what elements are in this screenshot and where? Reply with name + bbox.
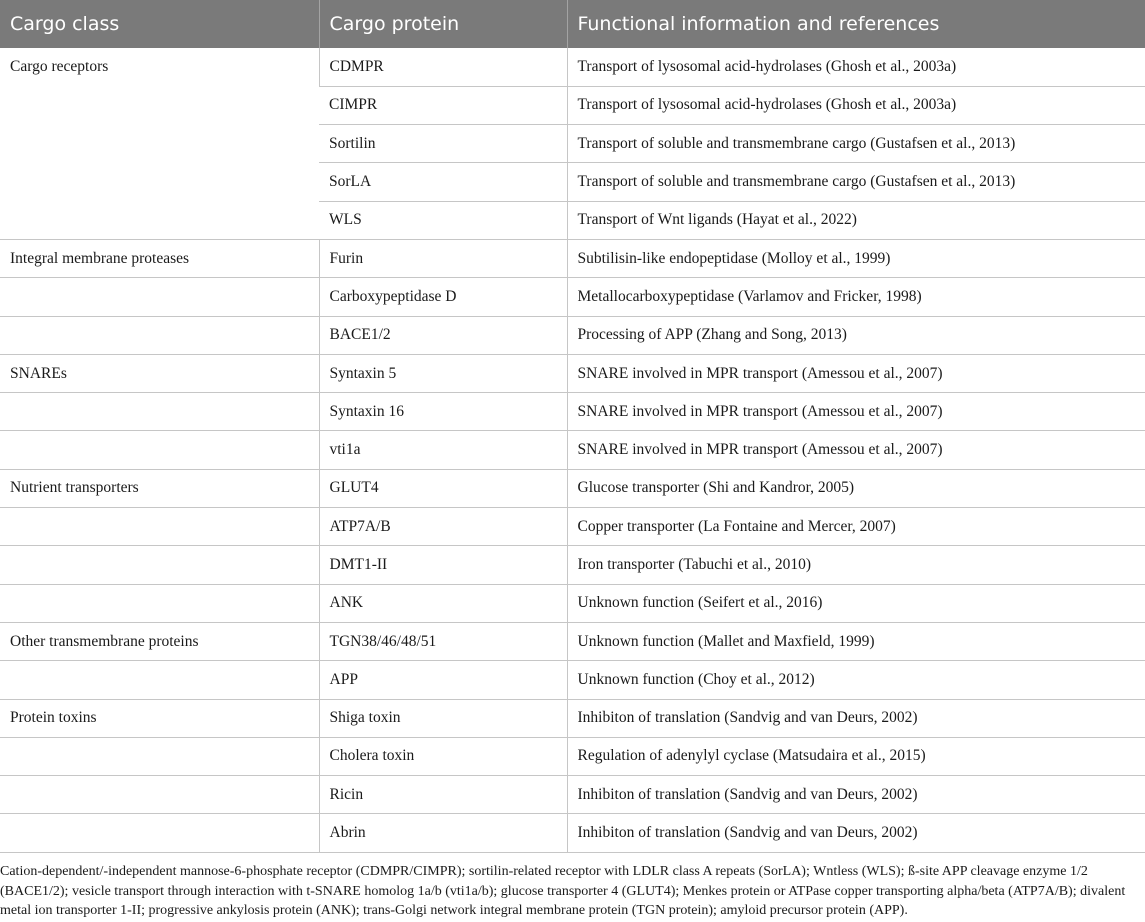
- functional-info-cell: Inhibiton of translation (Sandvig and van Deurs, 2002): [567, 814, 1145, 852]
- functional-info-cell: Transport of soluble and transmembrane cargo (Gustafsen et al., 2013): [567, 125, 1145, 163]
- cargo-class-cell: Cargo receptors: [0, 48, 319, 239]
- table-row: [0, 584, 1145, 622]
- functional-info-cell: SNARE involved in MPR transport (Amessou et al., 2007): [567, 393, 1145, 431]
- table-row: [0, 431, 1145, 469]
- cargo-protein-cell: WLS: [319, 201, 567, 239]
- cargo-protein-cell: Shiga toxin: [319, 699, 567, 737]
- cargo-protein-cell: Abrin: [319, 814, 567, 852]
- cargo-protein-cell: APP: [319, 661, 567, 699]
- cargo-protein-cell: vti1a: [319, 431, 567, 469]
- functional-info-cell: Transport of lysosomal acid-hydrolases (Ghosh et al., 2003a): [567, 86, 1145, 124]
- functional-info-cell: Unknown function (Choy et al., 2012): [567, 661, 1145, 699]
- table-row: [0, 546, 1145, 584]
- table-row: [0, 48, 1145, 86]
- cargo-class-cell: Nutrient transporters: [0, 469, 319, 507]
- functional-info-cell: SNARE involved in MPR transport (Amessou et al., 2007): [567, 431, 1145, 469]
- cargo-protein-cell: Furin: [319, 239, 567, 277]
- table-row: [0, 278, 1145, 316]
- functional-info-cell: Iron transporter (Tabuchi et al., 2010): [567, 546, 1145, 584]
- cargo-protein-cell: Ricin: [319, 776, 567, 814]
- functional-info-cell: Unknown function (Seifert et al., 2016): [567, 584, 1145, 622]
- column-header-functional-info: Functional information and references: [567, 0, 1145, 48]
- cargo-class-cell: [0, 431, 319, 469]
- cargo-class-cell: Protein toxins: [0, 699, 319, 737]
- table-row: [0, 469, 1145, 507]
- cargo-protein-cell: CDMPR: [319, 48, 567, 86]
- cargo-protein-cell: TGN38/46/48/51: [319, 622, 567, 660]
- table-row: [0, 699, 1145, 737]
- functional-info-cell: Inhibiton of translation (Sandvig and van Deurs, 2002): [567, 776, 1145, 814]
- table-row: [0, 239, 1145, 277]
- cargo-protein-cell: GLUT4: [319, 469, 567, 507]
- cargo-class-cell: [0, 661, 319, 699]
- cargo-protein-cell: BACE1/2: [319, 316, 567, 354]
- cargo-protein-cell: DMT1-II: [319, 546, 567, 584]
- functional-info-cell: Transport of Wnt ligands (Hayat et al., 2022): [567, 201, 1145, 239]
- cargo-protein-cell: ATP7A/B: [319, 508, 567, 546]
- functional-info-cell: Regulation of adenylyl cyclase (Matsudaira et al., 2015): [567, 737, 1145, 775]
- cargo-protein-cell: CIMPR: [319, 86, 567, 124]
- cargo-protein-cell: Cholera toxin: [319, 737, 567, 775]
- cargo-protein-cell: SorLA: [319, 163, 567, 201]
- functional-info-cell: Processing of APP (Zhang and Song, 2013): [567, 316, 1145, 354]
- functional-info-cell: Subtilisin-like endopeptidase (Molloy et al., 1999): [567, 239, 1145, 277]
- table-header: [0, 0, 1145, 48]
- cargo-class-cell: Integral membrane proteases: [0, 239, 319, 277]
- cargo-class-cell: SNAREs: [0, 354, 319, 392]
- cargo-protein-cell: Sortilin: [319, 125, 567, 163]
- cargo-protein-cell: ANK: [319, 584, 567, 622]
- table-body: [0, 48, 1145, 852]
- cargo-protein-cell: Carboxypeptidase D: [319, 278, 567, 316]
- table-row: [0, 776, 1145, 814]
- functional-info-cell: Transport of lysosomal acid-hydrolases (Ghosh et al., 2003a): [567, 48, 1145, 86]
- cargo-protein-cell: Syntaxin 5: [319, 354, 567, 392]
- column-header-cargo-class: Cargo class: [10, 13, 120, 35]
- table-row: [0, 737, 1145, 775]
- cargo-class-cell: [0, 393, 319, 431]
- cargo-class-cell: [0, 316, 319, 354]
- table-row: [0, 814, 1145, 852]
- functional-info-cell: Copper transporter (La Fontaine and Mercer, 2007): [567, 508, 1145, 546]
- functional-info-cell: Transport of soluble and transmembrane cargo (Gustafsen et al., 2013): [567, 163, 1145, 201]
- cargo-class-cell: Other transmembrane proteins: [0, 622, 319, 660]
- cargo-class-cell: [0, 508, 319, 546]
- functional-info-cell: SNARE involved in MPR transport (Amessou et al., 2007): [567, 354, 1145, 392]
- table-row: [0, 393, 1145, 431]
- column-header-cargo-protein: Cargo protein: [319, 0, 567, 48]
- cargo-class-cell: [0, 814, 319, 852]
- functional-info-cell: Glucose transporter (Shi and Kandror, 2005): [567, 469, 1145, 507]
- table-row: [0, 316, 1145, 354]
- table-row: [0, 354, 1145, 392]
- cargo-class-cell: [0, 737, 319, 775]
- functional-info-cell: Inhibiton of translation (Sandvig and van Deurs, 2002): [567, 699, 1145, 737]
- cargo-class-cell: [0, 584, 319, 622]
- cargo-class-cell: [0, 278, 319, 316]
- cargo-class-cell: [0, 776, 319, 814]
- header-row: [0, 0, 1145, 48]
- table-row: [0, 661, 1145, 699]
- table-row: [0, 508, 1145, 546]
- table-row: [0, 622, 1145, 660]
- table-footnote: Cation-dependent/-independent mannose-6-phosphate receptor (CDMPR/CIMPR); sortilin-related receptor with LDLR class A repeats (SorLA); Wntless (WLS); ß-site APP cleavage enzyme 1/2 (BACE1/2); vesicle transport through interaction with t-SNARE homolog 1a/b (vti1a/b); glucose transporter 4 (GLUT4); Menkes protein or ATPase copper transporting alpha/beta (ATP7A/B); divalent metal ion transporter 1-II; progressive ankylosis protein (ANK); trans-Golgi network integral membrane protein (TGN protein); amyloid precursor protein (APP).: [0, 864, 1126, 918]
- cargo-class-cell: [0, 546, 319, 584]
- cargo-protein-cell: Syntaxin 16: [319, 393, 567, 431]
- functional-info-cell: Unknown function (Mallet and Maxfield, 1999): [567, 622, 1145, 660]
- functional-info-cell: Metallocarboxypeptidase (Varlamov and Fricker, 1998): [567, 278, 1145, 316]
